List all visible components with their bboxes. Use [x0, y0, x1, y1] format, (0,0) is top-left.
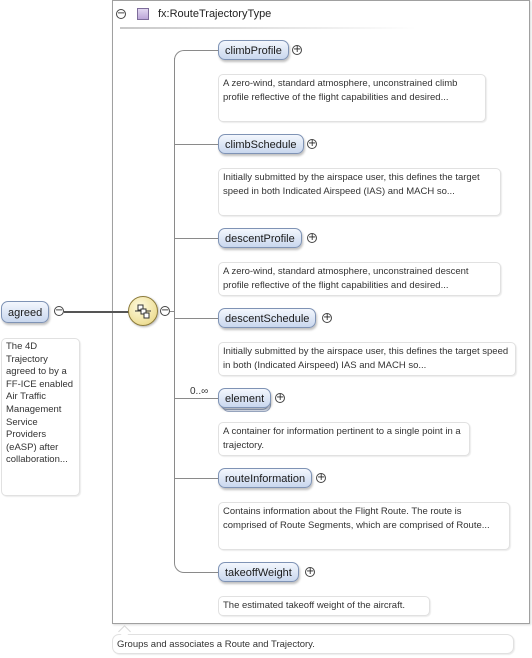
- sequence-symbol-icon: [129, 297, 157, 325]
- tree-top-corner: [174, 50, 218, 60]
- element-label: takeoffWeight: [225, 567, 292, 579]
- complex-type-annotation: Groups and associates a Route and Trajectory.: [112, 634, 514, 654]
- collapse-complex-type-button[interactable]: −: [117, 8, 126, 19]
- doc-climbSchedule: Initially submitted by the airspace user, this defines the target speed in both Indicated Airspeed (IAS) and MACH so...: [218, 168, 501, 216]
- sequence-compositor-icon[interactable]: [128, 296, 158, 326]
- element-label: descentSchedule: [225, 313, 310, 325]
- expand-element-button[interactable]: +: [276, 392, 285, 403]
- branch-descentProfile: [175, 238, 218, 239]
- element-descentProfile[interactable]: [218, 228, 302, 248]
- complex-type-name: fx:RouteTrajectoryType: [158, 8, 272, 20]
- complex-type-header-divider: [120, 27, 416, 29]
- doc-routeInformation: Contains information about the Flight Route. The route is comprised of Route Segments, which are comprised of Route...: [218, 502, 510, 550]
- root-element-agreed[interactable]: [1, 301, 49, 323]
- expand-descentProfile-button[interactable]: +: [308, 232, 317, 243]
- element-label: climbSchedule: [225, 139, 297, 151]
- element-routeInformation[interactable]: [218, 468, 312, 488]
- doc-element: A container for information pertinent to a single point in a trajectory.: [218, 422, 470, 456]
- element-label: climbProfile: [225, 45, 282, 57]
- element-label: element: [225, 393, 265, 405]
- expand-climbSchedule-button[interactable]: +: [308, 138, 317, 149]
- expand-takeoffWeight-button[interactable]: +: [306, 566, 315, 577]
- branch-descentSchedule: [175, 318, 218, 319]
- element-element[interactable]: [218, 388, 271, 408]
- branch-routeInformation: [175, 478, 218, 479]
- root-connector: [64, 311, 129, 313]
- root-element-doc: The 4D Trajectory agreed to by a FF-ICE enabled Air Traffic Management Service Providers (eASP) after collaboration...: [1, 338, 80, 496]
- doc-takeoffWeight: The estimated takeoff weight of the aircraft.: [218, 596, 430, 616]
- branch-climbSchedule: [175, 144, 218, 145]
- doc-climbProfile: A zero-wind, standard atmosphere, unconstrained climb profile reflective of the flight capabilities and desired...: [218, 74, 486, 122]
- element-label: routeInformation: [225, 473, 306, 485]
- element-descentSchedule[interactable]: [218, 308, 316, 328]
- collapse-root-button[interactable]: −: [55, 305, 64, 316]
- expand-routeInformation-button[interactable]: +: [317, 472, 326, 483]
- element-label: descentProfile: [225, 233, 295, 245]
- expand-descentSchedule-button[interactable]: +: [323, 312, 332, 323]
- doc-descentProfile: A zero-wind, standard atmosphere, unconstrained descent profile reflective of the flight capabilities and desired...: [218, 262, 501, 296]
- branch-element: [175, 398, 218, 399]
- tree-bottom-corner: [174, 563, 218, 573]
- collapse-sequence-button[interactable]: −: [161, 305, 170, 316]
- doc-descentSchedule: Initially submitted by the airspace user, this defines the target speed in both (Indicated Airspeed) IAS and MACH so...: [218, 342, 516, 376]
- occurrence-label: 0..∞: [190, 386, 209, 397]
- tree-vertical-line: [174, 58, 175, 563]
- element-climbProfile[interactable]: [218, 40, 289, 60]
- root-element-label: agreed: [8, 307, 43, 319]
- element-takeoffWeight[interactable]: [218, 562, 299, 582]
- expand-climbProfile-button[interactable]: +: [293, 44, 302, 55]
- complex-type-icon: [137, 8, 149, 20]
- element-climbSchedule[interactable]: [218, 134, 304, 154]
